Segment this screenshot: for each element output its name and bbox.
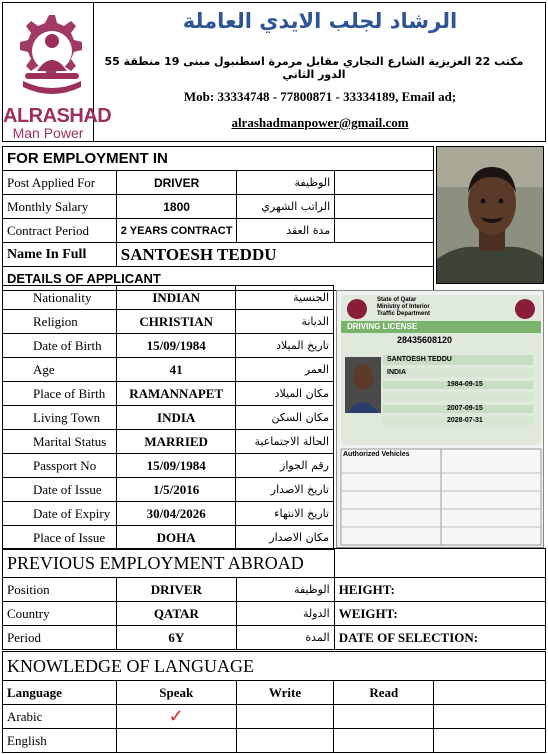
field-label-ar: الجنسية xyxy=(236,286,334,310)
read-cell xyxy=(334,705,434,729)
empty-cell xyxy=(335,195,434,219)
field-label: Period xyxy=(3,626,117,650)
license-issuer: State of Qatar Ministry of Interior Traffic Department xyxy=(377,297,431,317)
field-value: QATAR xyxy=(116,602,236,626)
table-row xyxy=(3,195,434,219)
empty-cell xyxy=(335,219,434,243)
table-row xyxy=(3,578,546,602)
field-label-ar: الراتب الشهري xyxy=(237,195,335,219)
field-label: Marital Status xyxy=(3,430,117,454)
field-label: Date of Birth xyxy=(3,334,117,358)
language-header-row xyxy=(3,681,546,705)
table-row xyxy=(3,602,546,626)
table-row xyxy=(3,219,434,243)
field-value: 15/09/1984 xyxy=(116,334,235,358)
table-row xyxy=(3,430,334,454)
field-label: Monthly Salary xyxy=(3,195,117,219)
language-table xyxy=(2,651,546,753)
company-title-ar: الرشاد لجلب الايدي العاملة xyxy=(182,9,458,33)
language-name: Arabic xyxy=(3,705,117,729)
letterhead-text xyxy=(94,2,546,142)
employment-section-title: FOR EMPLOYMENT IN xyxy=(3,147,434,171)
name-label: Name In Full xyxy=(3,243,117,267)
license-nationality: INDIA xyxy=(387,369,407,376)
read-cell xyxy=(334,729,434,753)
table-row xyxy=(3,502,334,526)
license-first-issue: 2007-09-15 xyxy=(447,405,483,412)
field-label-ar: الديانة xyxy=(236,310,334,334)
field-label-ar: مكان السكن xyxy=(236,406,334,430)
table-row xyxy=(3,478,334,502)
previous-employment-table xyxy=(2,548,546,650)
empty-cell xyxy=(335,171,434,195)
field-label-ar: الدولة xyxy=(236,602,334,626)
language-section-title: KNOWLEDGE OF LANGUAGE xyxy=(3,652,546,681)
field-label: Nationality xyxy=(3,286,117,310)
field-label: HEIGHT: xyxy=(334,578,545,602)
field-value: 1/5/2016 xyxy=(116,478,235,502)
field-label-ar: العمر xyxy=(236,358,334,382)
logo-gear-icon xyxy=(13,11,85,101)
field-value: 6Y xyxy=(116,626,236,650)
company-address-ar: مكتب 22 العزيزية الشارع التجاري مقابل مرمرة اسطنبول مبنى 19 منطقة 55 الدور الثاني xyxy=(104,55,524,81)
field-value: INDIA xyxy=(116,406,235,430)
field-label-ar: المدة xyxy=(236,626,334,650)
field-label: Passport No xyxy=(3,454,117,478)
logo-subtitle: Man Power xyxy=(12,125,84,141)
empty-cell xyxy=(334,549,545,578)
table-row xyxy=(3,626,546,650)
field-label: WEIGHT: xyxy=(334,602,545,626)
speak-check-icon xyxy=(116,729,236,753)
salary-value: 1800 xyxy=(116,195,237,219)
field-value: 30/04/2026 xyxy=(116,502,235,526)
field-label: Place of Birth xyxy=(3,382,117,406)
field-value: MARRIED xyxy=(116,430,235,454)
field-label: Date of Issue xyxy=(3,478,117,502)
license-name: SANTOESH TEDDU xyxy=(387,356,452,363)
license-number: 28435608120 xyxy=(397,335,453,345)
license-validity: 2028-07-31 xyxy=(447,417,483,424)
employment-table xyxy=(2,146,434,291)
field-label: Position xyxy=(3,578,117,602)
column-header: Speak xyxy=(116,681,236,705)
field-label-ar: رقم الجواز xyxy=(236,454,334,478)
previous-section-title: PREVIOUS EMPLOYMENT ABROAD xyxy=(3,549,335,578)
license-vehicles-label: Authorized Vehicles xyxy=(343,451,410,458)
empty-cell xyxy=(434,681,546,705)
phone-numbers: Mob: 33334748 - 77800871 - 33334189, Email ad; xyxy=(183,89,457,104)
field-label-ar: مكان الميلاد xyxy=(236,382,334,406)
column-header: Write xyxy=(236,681,334,705)
table-row xyxy=(3,526,334,550)
write-cell xyxy=(236,729,334,753)
table-row xyxy=(3,454,334,478)
logo-name: ALRASHAD xyxy=(3,105,112,127)
table-row xyxy=(3,382,334,406)
table-row xyxy=(3,358,334,382)
field-label: Age xyxy=(3,358,117,382)
field-label: Date of Expiry xyxy=(3,502,117,526)
field-value: DOHA xyxy=(116,526,235,550)
field-value: CHRISTIAN xyxy=(116,310,235,334)
company-logo xyxy=(2,2,112,142)
field-label-ar: تاريخ الانتهاء xyxy=(236,502,334,526)
table-row xyxy=(3,406,334,430)
speak-check-icon: ✓ xyxy=(116,705,236,729)
field-label: Post Applied For xyxy=(3,171,117,195)
empty-cell xyxy=(434,729,546,753)
details-section-title: DETAILS OF APPLICANT xyxy=(3,267,434,291)
email-link[interactable]: alrashadmanpower@gmail.com xyxy=(231,115,409,130)
field-label-ar: تاريخ الاصدار xyxy=(236,478,334,502)
license-title: DRIVING LICENSE xyxy=(347,322,418,331)
column-header: Language xyxy=(3,681,117,705)
post-value: DRIVER xyxy=(116,171,237,195)
field-value: 41 xyxy=(116,358,235,382)
table-row xyxy=(3,729,546,753)
field-label: Country xyxy=(3,602,117,626)
field-value: DRIVER xyxy=(116,578,236,602)
field-value: 15/09/1984 xyxy=(116,454,235,478)
applicant-details-table xyxy=(2,285,334,550)
table-row xyxy=(3,705,546,729)
table-row xyxy=(3,171,434,195)
applicant-photo xyxy=(436,146,544,284)
driving-license-image xyxy=(336,290,544,548)
field-label: Religion xyxy=(3,310,117,334)
field-label: DATE OF SELECTION: xyxy=(334,626,545,650)
table-row xyxy=(3,286,334,310)
field-label-ar: تاريخ الميلاد xyxy=(236,334,334,358)
table-row xyxy=(3,243,434,267)
field-label: Contract Period xyxy=(3,219,117,243)
column-header: Read xyxy=(334,681,434,705)
field-label: Place of Issue xyxy=(3,526,117,550)
license-dob: 1984-09-15 xyxy=(447,381,483,388)
letterhead xyxy=(0,0,548,144)
write-cell xyxy=(236,705,334,729)
field-label-ar: الوظيفة xyxy=(236,578,334,602)
contract-value: 2 YEARS CONTRACT xyxy=(116,219,237,243)
field-label-ar: الحالة الاجتماعية xyxy=(236,430,334,454)
full-name-value: SANTOESH TEDDU xyxy=(116,243,433,267)
table-row xyxy=(3,310,334,334)
language-name: English xyxy=(3,729,117,753)
field-label-ar: مكان الاصدار xyxy=(236,526,334,550)
field-label: Living Town xyxy=(3,406,117,430)
field-label-ar: مدة العقد xyxy=(237,219,335,243)
field-value: RAMANNAPET xyxy=(116,382,235,406)
empty-cell xyxy=(434,705,546,729)
field-value: INDIAN xyxy=(116,286,235,310)
table-row xyxy=(3,334,334,358)
field-label-ar: الوظيفة xyxy=(237,171,335,195)
